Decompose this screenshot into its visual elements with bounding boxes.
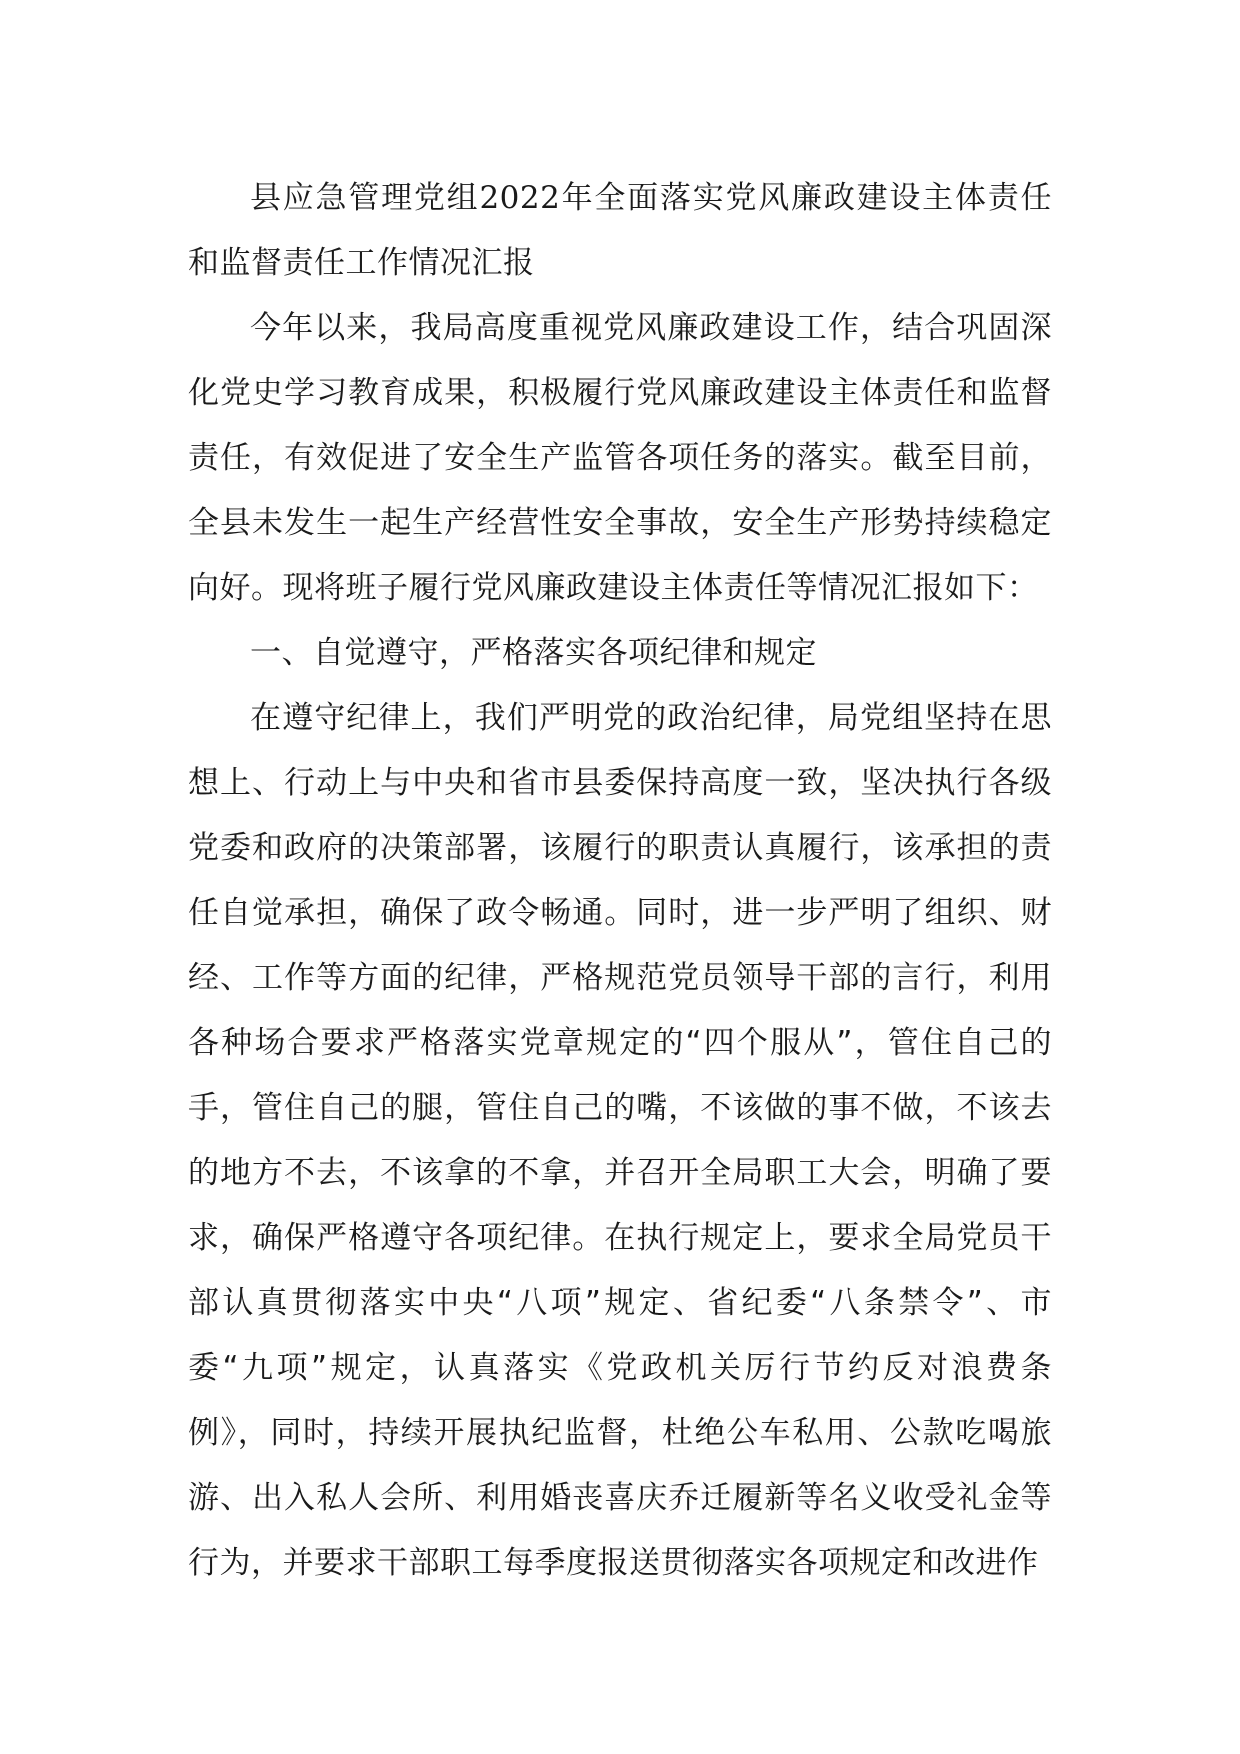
document-title: 县应急管理党组2022年全面落实党风廉政建设主体责任和监督责任工作情况汇报 bbox=[188, 180, 1052, 281]
document-body bbox=[188, 166, 1052, 1596]
section-heading-1: 一、自觉遵守，严格落实各项纪律和规定 bbox=[250, 635, 817, 671]
intro-paragraph: 今年以来，我局高度重视党风廉政建设工作，结合巩固深化党史学习教育成果，积极履行党风廉政建设主体责任和监督责任，有效促进了安全生产监管各项任务的落实。截至目前，全县未发生一起生产经营性安全事故，安全生产形势持续稳定向好。现将班子履行党风廉政建设主体责任等情况汇报如下： bbox=[188, 310, 1052, 606]
section-1-paragraph: 在遵守纪律上，我们严明党的政治纪律，局党组坚持在思想上、行动上与中央和省市县委保持高度一致，坚决执行各级党委和政府的决策部署，该履行的职责认真履行，该承担的责任自觉承担，确保了政令畅通。同时，进一步严明了组织、财经、工作等方面的纪律，严格规范党员领导干部的言行，利用各种场合要求严格落实党章规定的“四个服从”，管住自己的手，管住自己的腿，管住自己的嘴，不该做的事不做，不该去的地方不去，不该拿的不拿，并召开全局职工大会，明确了要求，确保严格遵守各项纪律。在执行规定上，要求全局党员干部认真贯彻落实中央“八项”规定、省纪委“八条禁令”、市委“九项”规定，认真落实《党政机关厉行节约反对浪费条例》，同时，持续开展执纪监督，杜绝公车私用、公款吃喝旅游、出入私人会所、利用婚丧喜庆乔迁履新等名义收受礼金等行为，并要求干部职工每季度报送贯彻落实各项规定和改进作 bbox=[188, 700, 1052, 1581]
